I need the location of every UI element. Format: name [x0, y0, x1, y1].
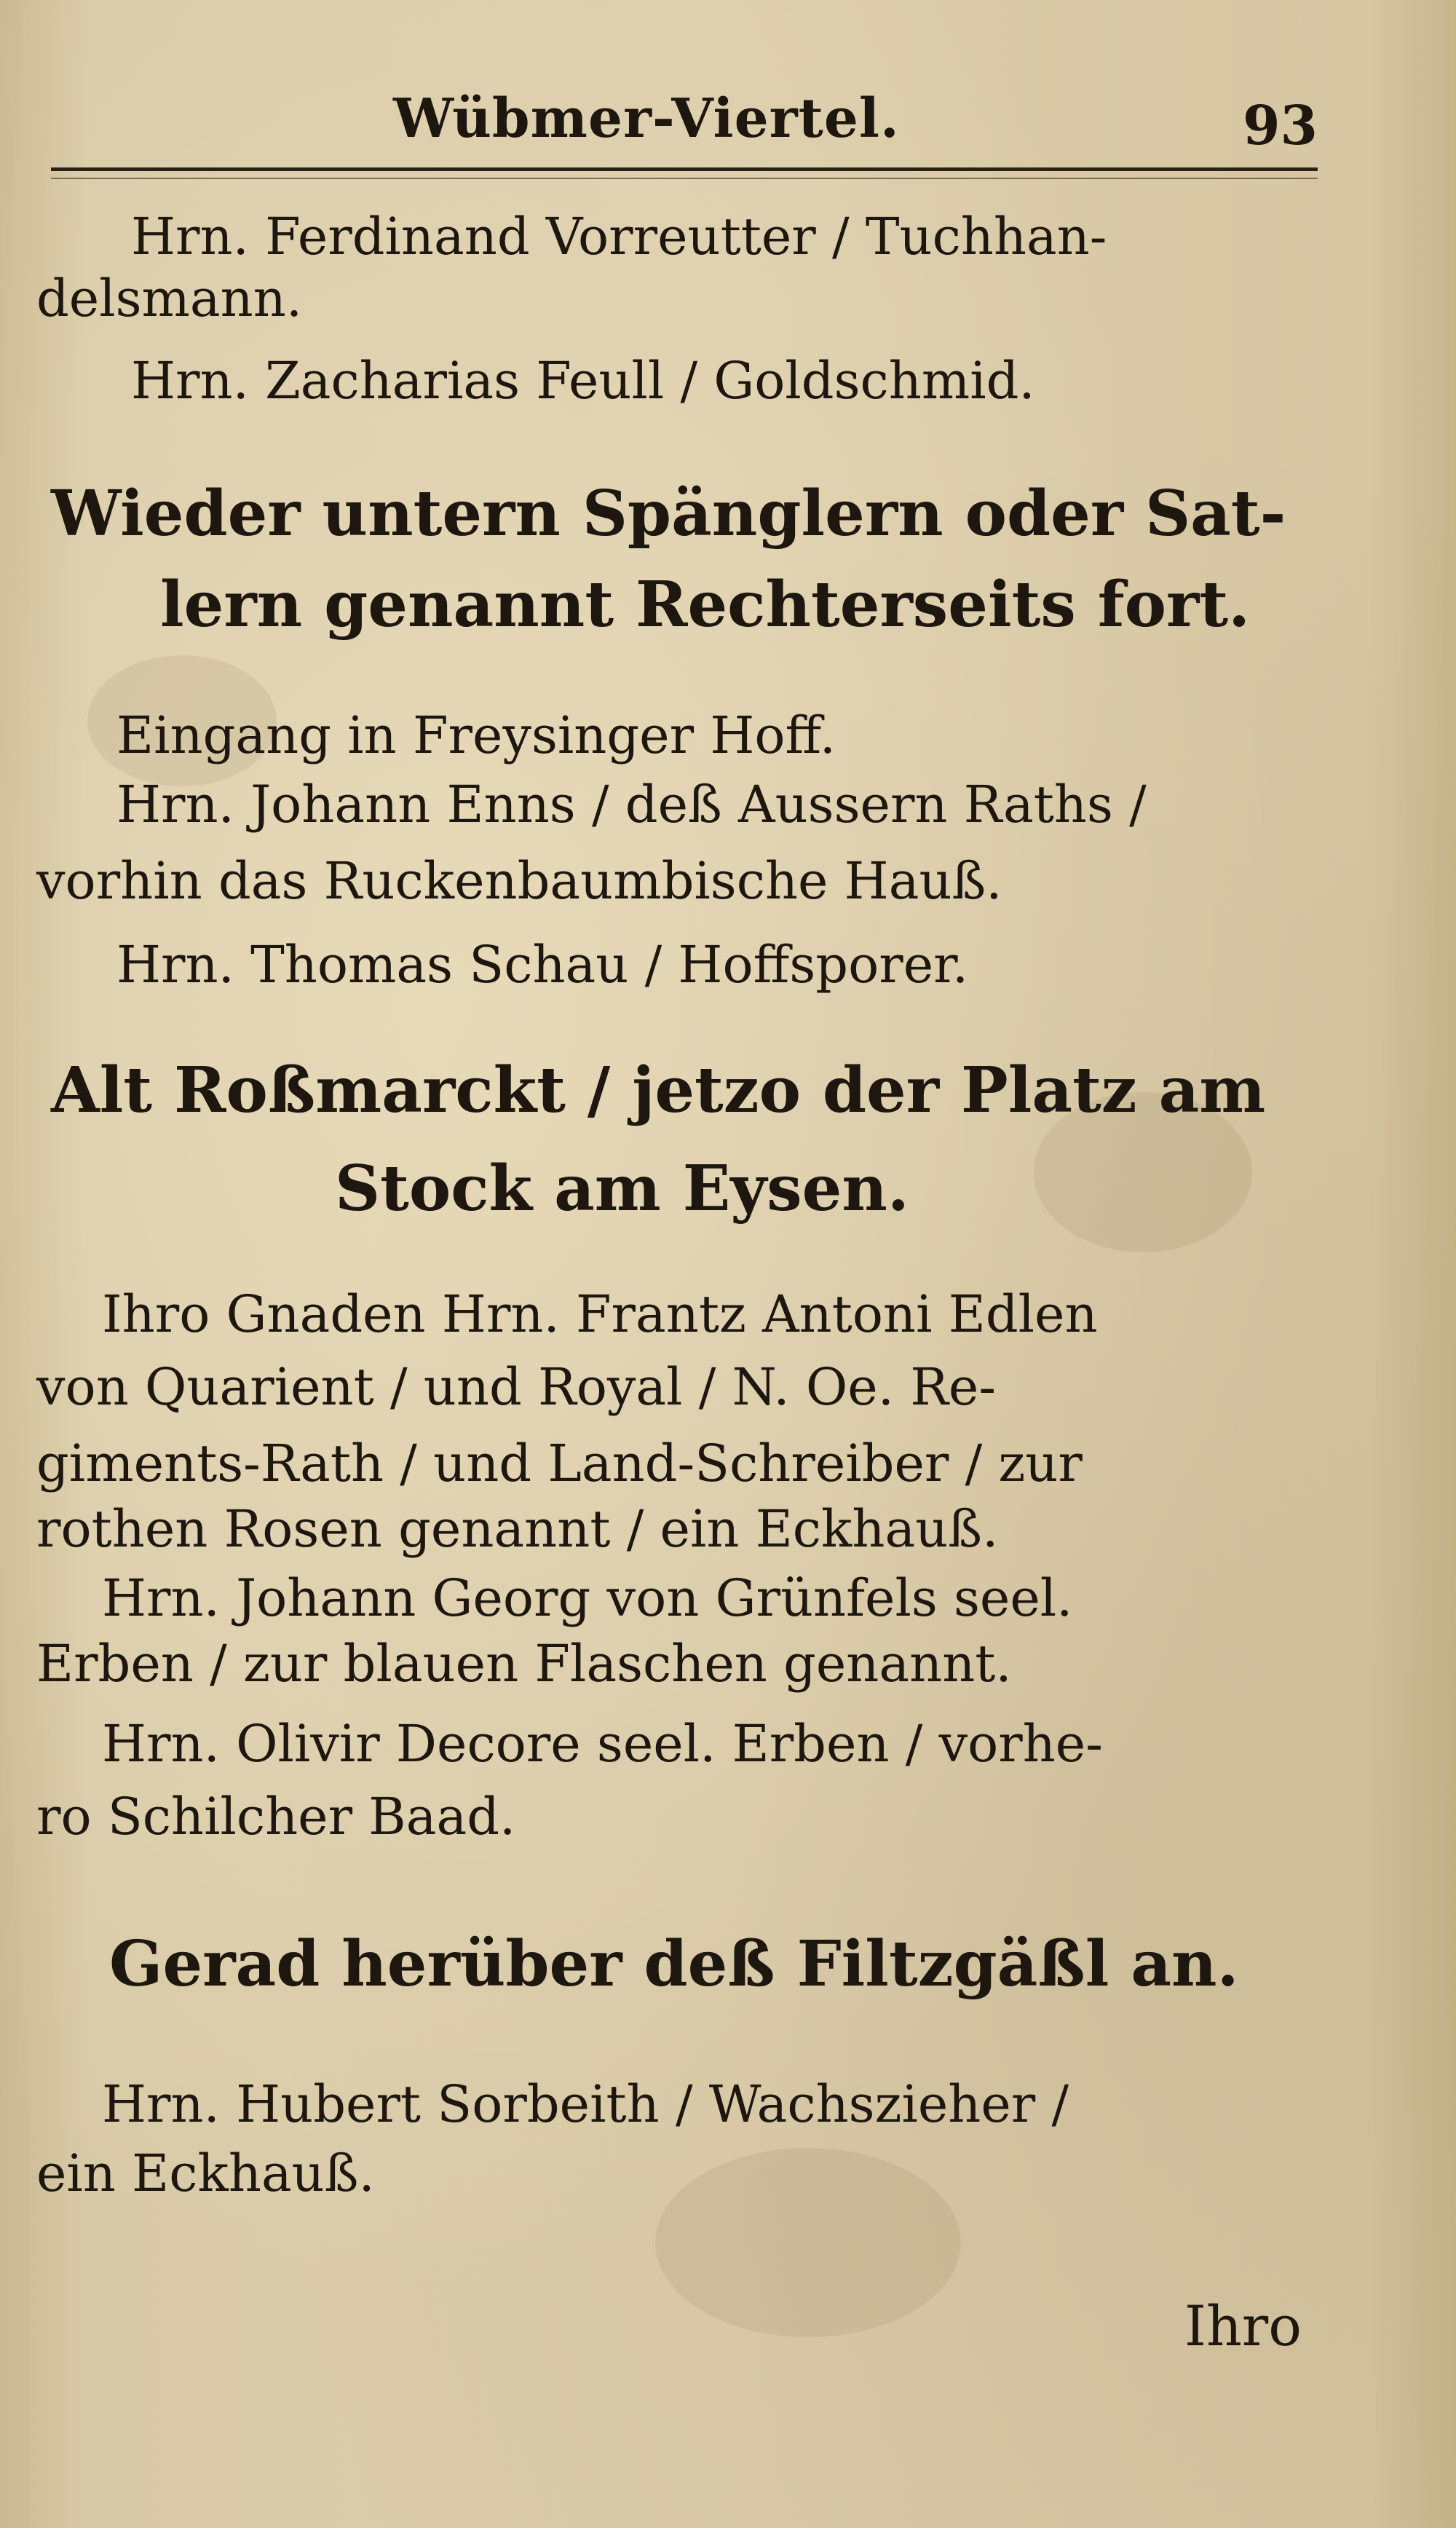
paper-stain	[655, 2148, 961, 2337]
entry-line: Ihro Gnaden Hrn. Frantz Antoni Edlen	[102, 1284, 1098, 1344]
catchword: Ihro	[1184, 2294, 1302, 2358]
section-heading: Alt Roßmarckt / jetzo der Platz am	[51, 1054, 1266, 1127]
entry-line: Hrn. Thomas Schau / Hoffsporer.	[116, 935, 969, 995]
entry-line: ein Eckhauß.	[36, 2144, 375, 2203]
entry-line: Hrn. Johann Enns / deß Aussern Raths /	[116, 775, 1147, 834]
entry-line: rothen Rosen genannt / ein Eckhauß.	[36, 1499, 999, 1559]
entry-line: vorhin das Ruckenbaumbische Hauß.	[36, 851, 1002, 911]
section-heading: Stock am Eysen.	[335, 1152, 909, 1225]
header-rule	[51, 167, 1318, 171]
entry-line: Erben / zur blauen Flaschen genannt.	[36, 1634, 1012, 1694]
page-number: 93	[1243, 95, 1318, 157]
header-rule-thin	[51, 178, 1318, 179]
entry-line: ro Schilcher Baad.	[36, 1787, 516, 1846]
entry-line: Hrn. Johann Georg von Grünfels seel.	[102, 1568, 1073, 1628]
section-heading: lern genannt Rechterseits fort.	[160, 568, 1251, 641]
entry-line: Hrn. Ferdinand Vorreutter / Tuchhan-	[131, 207, 1107, 266]
running-title: Wübmer-Viertel.	[393, 87, 900, 150]
running-header	[51, 80, 1318, 160]
section-heading: Gerad herüber deß Filtzgäßl an.	[109, 1927, 1239, 2001]
entry-line: Eingang in Freysinger Hoff.	[116, 706, 836, 765]
entry-line: Hrn. Olivir Decore seel. Erben / vorhe-	[102, 1714, 1103, 1774]
entry-line: delsmann.	[36, 269, 303, 328]
entry-line: Hrn. Hubert Sorbeith / Wachszieher /	[102, 2074, 1069, 2134]
entry-line: Hrn. Zacharias Feull / Goldschmid.	[131, 351, 1035, 411]
section-heading: Wieder untern Spänglern oder Sat-	[51, 477, 1286, 550]
entry-line: von Quarient / und Royal / N. Oe. Re-	[36, 1357, 997, 1417]
entry-line: giments-Rath / und Land-Schreiber / zur	[36, 1434, 1083, 1493]
